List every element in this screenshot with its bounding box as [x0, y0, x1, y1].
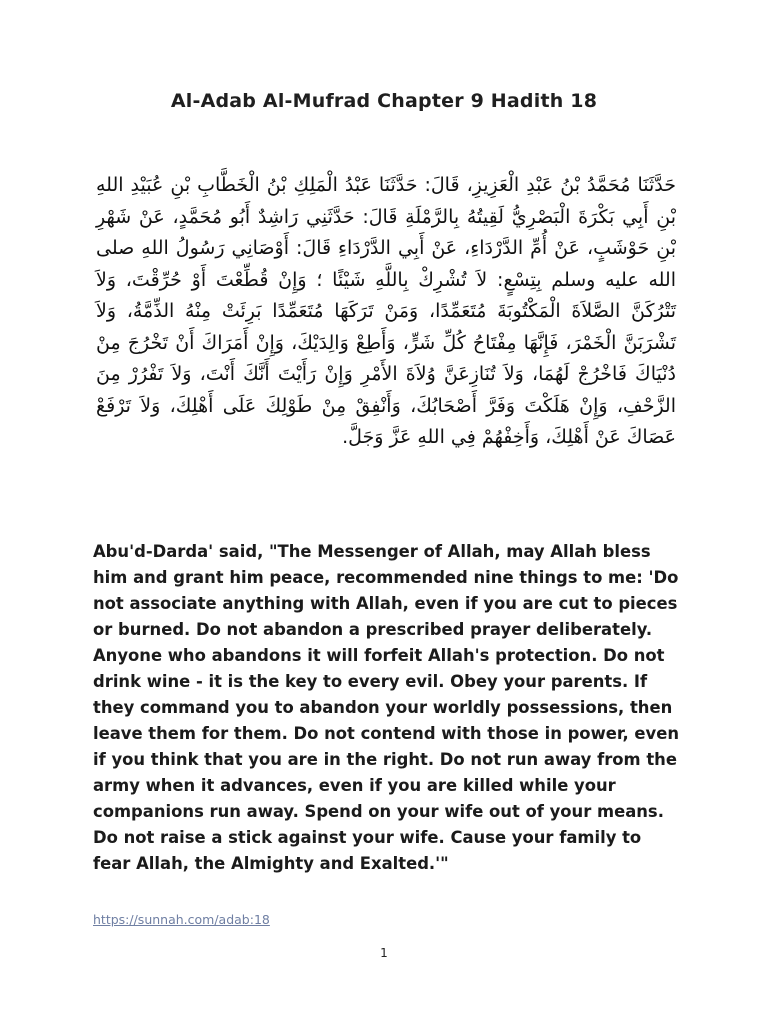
english-translation: Abu'd-Darda' said, "The Messenger of Allah, may Allah bless him and grant him peace, recommended nine things to me: 'Do not associate anything with Allah, even if you are cut to pieces or burned. Do not abandon a prescribed prayer deliberately. Anyone who abandons it will forfeit Allah's protection. Do not drink wine - it is the key to every evil. Obey your parents. If they command you to abandon your worldly possessions, then leave them for them. Do not contend with those in power, even if you think that you are in the right. Do not run away from the army when it advances, even if you are killed while your companions run away. Spend on your wife out of your means. Do not raise a stick against your wife. Cause your family to fear Allah, the Almighty and Exalted.'"	[93, 542, 680, 873]
page-title: Al-Adab Al-Mufrad Chapter 9 Hadith 18	[170, 90, 598, 112]
arabic-hadith-text: حَدَّثَنَا مُحَمَّدُ بْنُ عَبْدِ الْعَزِيزِ، قَالَ: حَدَّثَنَا عَبْدُ الْمَلِكِ بْنُ الْخَطَّابِ بْنِ عُبَيْدِ اللهِ بْنِ أَبِي بَكْرَةَ الْبَصْرِيُّ لَقِيتُهُ بِالرَّمْلَةِ قَالَ: حَدَّثَنِي رَاشِدٌ أَبُو مُحَمَّدٍ، عَنْ شَهْرِ بْنِ حَوْشَبٍ، عَنْ أُمِّ الدَّرْدَاءِ، عَنْ أَبِي الدَّرْدَاءِ قَالَ: أَوْصَانِي رَسُولُ اللهِ صلى الله عليه وسلم بِتِسْعٍ: لاَ تُشْرِكْ بِاللَّهِ شَيْئًا ؛ وَإِنْ قُطِّعْتَ أَوْ حُرِّقْتَ، وَلاَ تَتْرُكَنَّ الصَّلاَةَ الْمَكْتُوبَةَ مُتَعَمِّدًا، وَمَنْ تَرَكَهَا مُتَعَمِّدًا بَرِئَتْ مِنْهُ الذِّمَّةُ، وَلاَ تَشْرَبَنَّ الْخَمْرَ، فَإِنَّهَا مِفْتَاحُ كُلِّ شَرٍّ، وَأَطِعْ وَالِدَيْكَ، وَإِنْ أَمَرَاكَ أَنْ تَخْرُجَ مِنْ دُنْيَاكَ فَاخْرُجْ لَهُمَا، وَلاَ تُنَازِعَنَّ وُلاَةَ الأَمْرِ وَإِنْ رَأَيْتَ أَنَّكَ أَنْتَ، وَلاَ تَفْرُرْ مِنَ الزَّحْفِ، وَإِنْ هَلَكْتَ وَفَرَّ أَصْحَابُكَ، وَأَنْفِقْ مِنْ طَوْلِكَ عَلَى أَهْلِكَ، وَلاَ تَرْفَعْ عَصَاكَ عَنْ أَهْلِكَ، وَأَخِفْهُمْ فِي اللهِ عَزَّ وَجَلَّ.	[96, 174, 676, 448]
source-link[interactable]: https://sunnah.com/adab:18	[93, 912, 270, 927]
page-number: 1	[380, 946, 388, 960]
